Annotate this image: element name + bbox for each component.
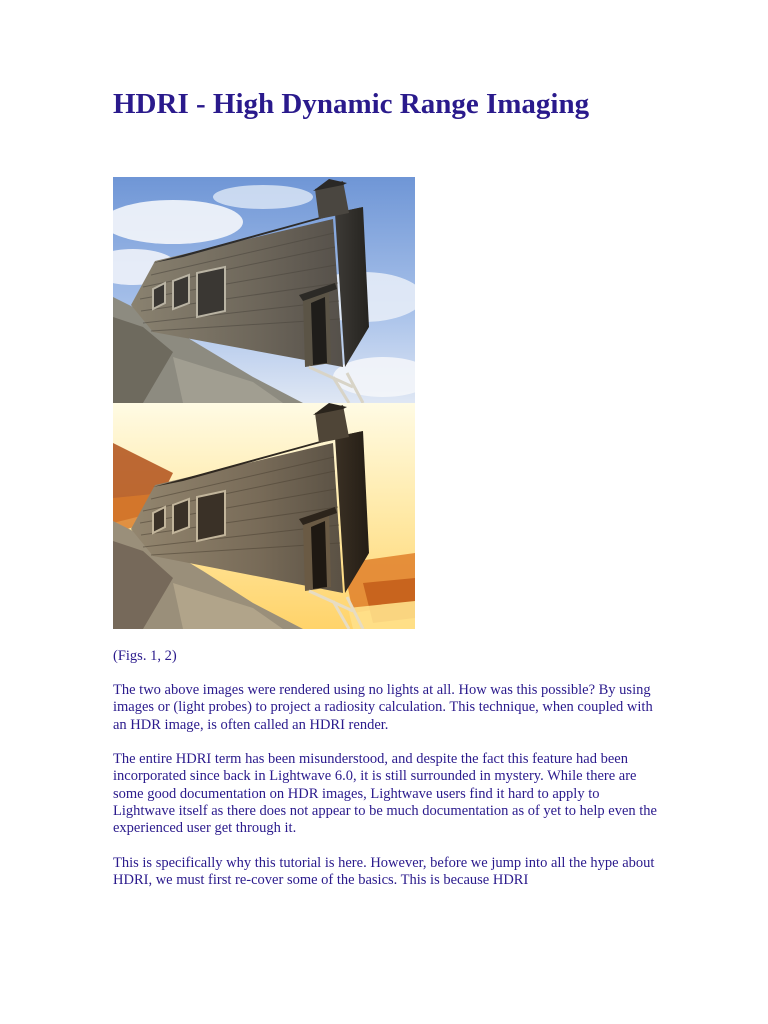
page-title: HDRI - High Dynamic Range Imaging <box>113 88 590 120</box>
figure-2-image <box>113 403 415 629</box>
paragraph-2: The entire HDRI term has been misunderstood, and despite the fact this feature had been incorporated since back in Lightwave 6.0, it is still surrounded in mystery. While there are some good documentation on HDR images, Lightwave users find it hard to apply to Lightwave itself as there does not appear to be much documentation as of yet to help even the experienced user get through it. <box>113 751 657 837</box>
paragraph-3: This is specifically why this tutorial is here. However, before we jump into all the hype about HDRI, we must first re-cover some of the basics. This is because HDRI <box>113 855 655 889</box>
paragraph-1: The two above images were rendered using no lights at all. How was this possible? By using images or (light probes) to project a radiosity calculation. This technique, when coupled with an HDR image, is often called an HDRI render. <box>113 682 653 733</box>
figure-caption: (Figs. 1, 2) <box>113 648 177 664</box>
figure-1-image <box>113 177 415 403</box>
